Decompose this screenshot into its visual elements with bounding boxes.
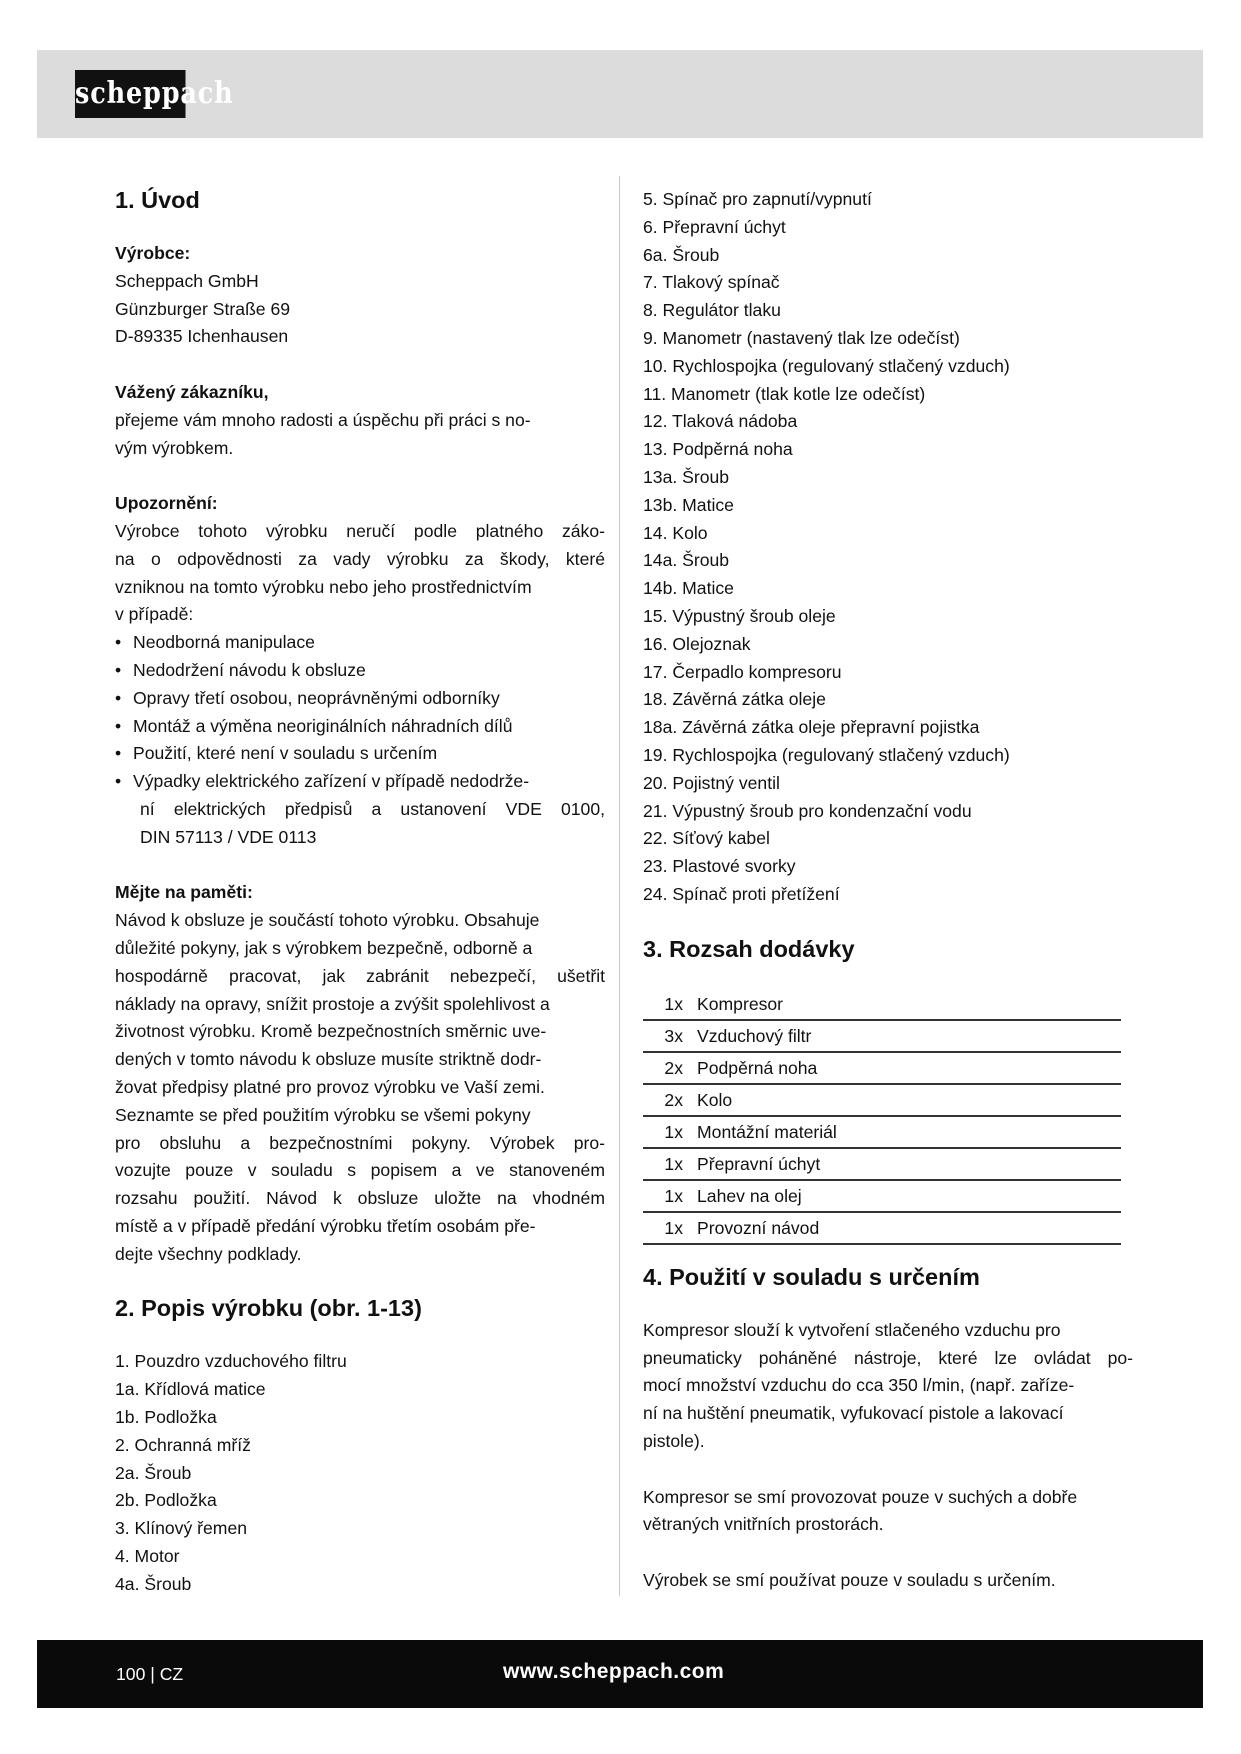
part-item: 18. Závěrná zátka oleje — [643, 689, 826, 710]
remember-line: Seznamte se před použitím výrobku se všemi pokyny — [115, 1104, 531, 1125]
part-item: 23. Plastové svorky — [643, 856, 796, 877]
remember-line: rozsahu použití. Návod k obsluze uložte na vhodném — [115, 1188, 605, 1209]
part-item: 14b. Matice — [643, 578, 734, 599]
scope-item: Montážní materiál — [697, 1121, 837, 1142]
part-item: 13. Podpěrná noha — [643, 439, 793, 460]
part-item: 22. Síťový kabel — [643, 828, 770, 849]
remember-line: důležité pokyny, jak s výrobkem bezpečně, odborně a — [115, 937, 533, 958]
part-item: 14a. Šroub — [643, 550, 730, 571]
use-line: Kompresor se smí provozovat pouze v suchých a dobře — [643, 1486, 1078, 1507]
notice-line: vzniknou na tomto výrobku nebo jeho prostřednictvím — [115, 576, 532, 597]
part-item: 17. Čerpadlo kompresoru — [643, 661, 842, 682]
remember-line: žovat předpisy platné pro provoz výrobku ve Vaší zemi. — [115, 1076, 545, 1097]
scope-item: Vzduchový filtr — [697, 1025, 812, 1046]
part-item: 6. Přepravní úchyt — [643, 216, 786, 237]
section-title-intro: 1. Úvod — [115, 187, 200, 213]
table-row — [643, 1149, 1121, 1181]
scope-qty: 1x — [664, 1217, 683, 1238]
manufacturer-line: D-89335 Ichenhausen — [115, 326, 289, 347]
remember-line: dených v tomto návodu k obsluze musíte striktně dodr- — [115, 1049, 542, 1070]
use-line: pneumaticky poháněné nástroje, které lze ovládat po- — [643, 1347, 1133, 1368]
scope-item: Kolo — [697, 1089, 733, 1110]
right-column — [643, 186, 1133, 1595]
part-item: 1a. Křídlová matice — [115, 1379, 266, 1400]
notice-line: na o odpovědnosti za vady výrobku za škody, které — [115, 548, 605, 569]
bullet-item: • Výpadky elektrického zařízení v případě nedodrže- — [115, 768, 605, 796]
scope-item: Provozní návod — [697, 1217, 820, 1238]
part-item: 2. Ochranná mříž — [115, 1434, 251, 1455]
remember-line: náklady na opravy, snížit prostoje a zvýšit spolehlivost a — [115, 993, 550, 1014]
part-item: 16. Olejoznak — [643, 633, 751, 654]
page-number: 100 | CZ — [116, 1664, 184, 1684]
column-divider — [619, 176, 620, 1596]
remember-line: pro obsluhu a bezpečnostními pokyny. Výrobek pro- — [115, 1132, 605, 1153]
scheppach-logo: scheppach — [75, 70, 186, 118]
manufacturer-line: Günzburger Straße 69 — [115, 298, 291, 319]
scope-qty: 2x — [664, 1089, 683, 1110]
part-item: 9. Manometr (nastavený tlak lze odečíst) — [643, 327, 960, 348]
remember-line: Návod k obsluze je součástí tohoto výrobku. Obsahuje — [115, 910, 540, 931]
bullet-item: • Neodborná manipulace — [115, 629, 605, 657]
section-title-intended-use: 4. Použití v souladu s určením — [643, 1263, 980, 1290]
part-item: 3. Klínový řemen — [115, 1518, 248, 1539]
table-row — [643, 1053, 1121, 1085]
scope-qty: 3x — [664, 1025, 683, 1046]
remember-label: Mějte na paměti: — [115, 882, 253, 903]
notice-line: v případě: — [115, 604, 194, 625]
part-item: 20. Pojistný ventil — [643, 772, 780, 793]
scope-qty: 1x — [664, 993, 683, 1014]
part-item: 1. Pouzdro vzduchového filtru — [115, 1351, 347, 1372]
part-item: 13a. Šroub — [643, 466, 730, 487]
scope-item: Lahev na olej — [697, 1185, 802, 1206]
remember-line: životnost výrobku. Kromě bezpečnostních směrnic uve- — [115, 1021, 547, 1042]
page-footer — [37, 1640, 1203, 1708]
part-item: 5. Spínač pro zapnutí/vypnutí — [643, 189, 872, 209]
use-line: Výrobek se smí používat pouze v souladu s určením. — [643, 1569, 1056, 1590]
page-header — [37, 50, 1203, 138]
bullet-item: • Opravy třetí osobou, neoprávněnými odborníky — [115, 685, 605, 713]
part-item: 4a. Šroub — [115, 1573, 192, 1594]
manufacturer-line: Scheppach GmbH — [115, 270, 259, 291]
table-row — [643, 1117, 1121, 1149]
manufacturer-label: Výrobce: — [115, 243, 191, 263]
scope-item: Přepravní úchyt — [697, 1153, 821, 1174]
table-row — [643, 989, 1121, 1021]
part-item: 24. Spínač proti přetížení — [643, 883, 840, 904]
left-column — [115, 180, 605, 1599]
scope-table — [643, 989, 1121, 1245]
part-item: 21. Výpustný šroub pro kondenzační vodu — [643, 800, 972, 821]
section-title-description: 2. Popis výrobku (obr. 1-13) — [115, 1295, 422, 1322]
use-line: pistole). — [643, 1430, 705, 1451]
scope-qty: 1x — [664, 1153, 683, 1174]
bullet-item: • Montáž a výměna neoriginálních náhradních dílů — [115, 713, 605, 741]
notice-label: Upozornění: — [115, 493, 218, 514]
dear-line: přejeme vám mnoho radosti a úspěchu při práci s no- — [115, 409, 531, 430]
part-item: 2b. Podložka — [115, 1490, 217, 1511]
remember-line: místě a v případě předání výrobku třetím osobám pře- — [115, 1215, 536, 1236]
bullet-continuation: ní elektrických předpisů a ustanovení VDE 0100, — [140, 798, 605, 819]
bullet-item: • Použití, které není v souladu s určením — [115, 740, 605, 768]
scope-qty: 2x — [664, 1057, 683, 1078]
remember-line: vozujte pouze v souladu s popisem a ve stanoveném — [115, 1160, 605, 1181]
part-item: 15. Výpustný šroub oleje — [643, 605, 836, 626]
scope-item: Kompresor — [697, 993, 784, 1014]
part-item: 14. Kolo — [643, 522, 708, 543]
website-link[interactable]: www.scheppach.com — [503, 1660, 725, 1683]
part-item: 11. Manometr (tlak kotle lze odečíst) — [643, 383, 926, 404]
use-line: větraných vnitřních prostorách. — [643, 1514, 884, 1535]
dear-label: Vážený zákazníku, — [115, 381, 269, 402]
scope-qty: 1x — [664, 1121, 683, 1142]
part-item: 4. Motor — [115, 1546, 180, 1567]
section-title-scope: 3. Rozsah dodávky — [643, 935, 855, 962]
bullet-item: • Nedodržení návodu k obsluze — [115, 657, 605, 685]
scope-item: Podpěrná noha — [697, 1057, 818, 1078]
part-item: 13b. Matice — [643, 494, 734, 515]
remember-line: dejte všechny podklady. — [115, 1243, 302, 1264]
part-item: 6a. Šroub — [643, 244, 720, 265]
bullet-continuation: DIN 57113 / VDE 0113 — [140, 826, 317, 847]
use-line: mocí množství vzduchu do cca 350 l/min, (např. zaříze- — [643, 1375, 1075, 1396]
part-item: 8. Regulátor tlaku — [643, 300, 781, 321]
use-line: Kompresor slouží k vytvoření stlačeného vzduchu pro — [643, 1319, 1061, 1340]
part-item: 18a. Závěrná zátka oleje přepravní pojistka — [643, 717, 980, 738]
part-item: 7. Tlakový spínač — [643, 272, 780, 293]
table-row — [643, 1085, 1121, 1117]
notice-line: Výrobce tohoto výrobku neručí podle platného záko- — [115, 520, 605, 541]
remember-line: hospodárně pracovat, jak zabránit nebezpečí, ušetřit — [115, 965, 605, 986]
part-item: 2a. Šroub — [115, 1462, 192, 1483]
dear-line: vým výrobkem. — [115, 437, 234, 458]
table-row — [643, 1213, 1121, 1245]
use-line: ní na huštění pneumatik, vyfukovací pistole a lakovací — [643, 1403, 1064, 1424]
part-item: 1b. Podložka — [115, 1407, 217, 1428]
table-row — [643, 1181, 1121, 1213]
part-item: 12. Tlaková nádoba — [643, 411, 798, 432]
part-item: 19. Rychlospojka (regulovaný stlačený vzduch) — [643, 744, 1010, 765]
scope-qty: 1x — [664, 1185, 683, 1206]
part-item: 10. Rychlospojka (regulovaný stlačený vzduch) — [643, 355, 1010, 376]
table-row — [643, 1021, 1121, 1053]
